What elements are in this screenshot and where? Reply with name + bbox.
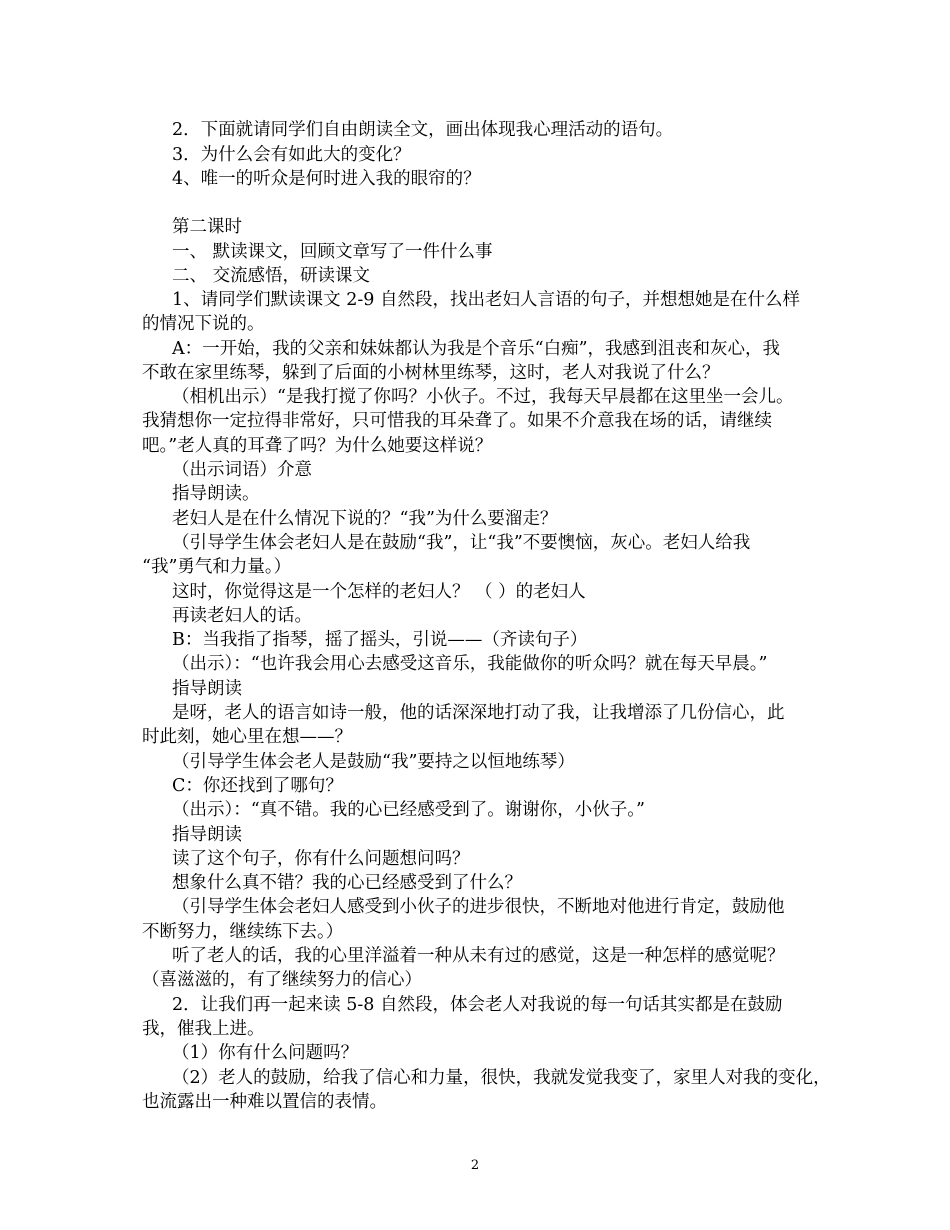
text-line: 听了老人的话，我的心里洋溢着一种从未有过的感觉，这是一种怎样的感觉呢？ [172, 946, 785, 966]
text-line: “我”勇气和力量。） [142, 557, 292, 577]
text-line: 2．让我们再一起来读 5-8 自然段，体会老人对我说的每一句话其实都是在鼓励 [172, 995, 783, 1015]
text-line: 指导朗读 [172, 679, 242, 699]
text-line: 1、请同学们默读课文 2-9 自然段，找出老妇人言语的句子，并想想她是在什么样 [172, 290, 800, 310]
text-line: （出示词语）介意 [172, 460, 312, 480]
text-line: （2）老人的鼓励，给我了信心和力量，很快，我就发觉我变了，家里人对我的变化， [172, 1068, 831, 1088]
text-line: （1）你有什么问题吗？ [172, 1043, 359, 1063]
text-line: 老妇人是在什么情况下说的？“我”为什么要溜走？ [172, 509, 558, 529]
section-heading: 第二课时 [172, 217, 242, 237]
text-line: （喜滋滋的，有了继续努力的信心） [142, 970, 422, 990]
text-line: 吧。”老人真的耳聋了吗？为什么她要这样说？ [142, 436, 493, 456]
text-line: （出示）：“真不错。我的心已经感受到了。谢谢你，小伙子。” [172, 800, 645, 820]
text-line: 我猜想你一定拉得非常好，只可惜我的耳朵聋了。如果不介意我在场的话，请继续 [142, 411, 772, 431]
text-line: （引导学生体会老妇人感受到小伙子的进步很快，不断地对他进行肯定，鼓励他 [172, 897, 785, 917]
page-number: 2 [470, 1158, 480, 1173]
text-line: C：你还找到了哪句？ [172, 776, 343, 796]
text-line: （引导学生体会老人是鼓励“我”要持之以恒地练琴） [172, 752, 575, 772]
text-line: 想象什么真不错？我的心已经感受到了什么？ [172, 873, 522, 893]
text-line: 二、 交流感悟，研读课文 [172, 266, 371, 286]
text-line: 也流露出一种难以置信的表情。 [142, 1092, 387, 1112]
text-line: 2．下面就请同学们自由朗读全文，画出体现我心理活动的语句。 [172, 120, 674, 140]
text-line: 指导朗读。 [172, 484, 260, 504]
text-line: 一、 默读课文，回顾文章写了一件什么事 [172, 242, 493, 262]
text-line: 这时，你觉得这是一个怎样的老妇人？ （ ）的老妇人 [172, 582, 586, 602]
text-line: 不断努力，继续练下去。） [142, 922, 344, 942]
text-line: 我，催我上进。 [142, 1019, 265, 1039]
text-line: 的情况下说的。 [142, 314, 265, 334]
text-line: 再读老妇人的话。 [172, 606, 312, 626]
text-line: 4、唯一的听众是何时进入我的眼帘的？ [172, 169, 481, 189]
text-line: （相机出示）“是我打搅了你吗？小伙子。不过，我每天早晨都在这里坐一会儿。 [172, 387, 794, 407]
text-line: 3．为什么会有如此大的变化？ [172, 145, 411, 165]
text-line: 读了这个句子，你有什么问题想问吗？ [172, 849, 470, 869]
text-line: 时此刻，她心里在想——？ [142, 727, 352, 747]
text-line: （出示）：“也许我会用心去感受这音乐，我能做你的听众吗？就在每天早晨。” [172, 654, 768, 674]
text-line: （引导学生体会老妇人是在鼓励“我”，让“我”不要懊恼，灰心。老妇人给我 [172, 533, 751, 553]
text-line: 不敢在家里练琴，躲到了后面的小树林里练琴，这时，老人对我说了什么？ [142, 363, 720, 383]
text-line: A：一开始，我的父亲和妹妹都认为我是个音乐“白痴”，我感到沮丧和灰心，我 [172, 339, 781, 359]
text-line: B：当我指了指琴，摇了摇头，引说——（齐读句子） [172, 630, 588, 650]
text-line: 指导朗读 [172, 825, 242, 845]
text-line: 是呀，老人的语言如诗一般，他的话深深地打动了我，让我增添了几份信心，此 [172, 703, 785, 723]
